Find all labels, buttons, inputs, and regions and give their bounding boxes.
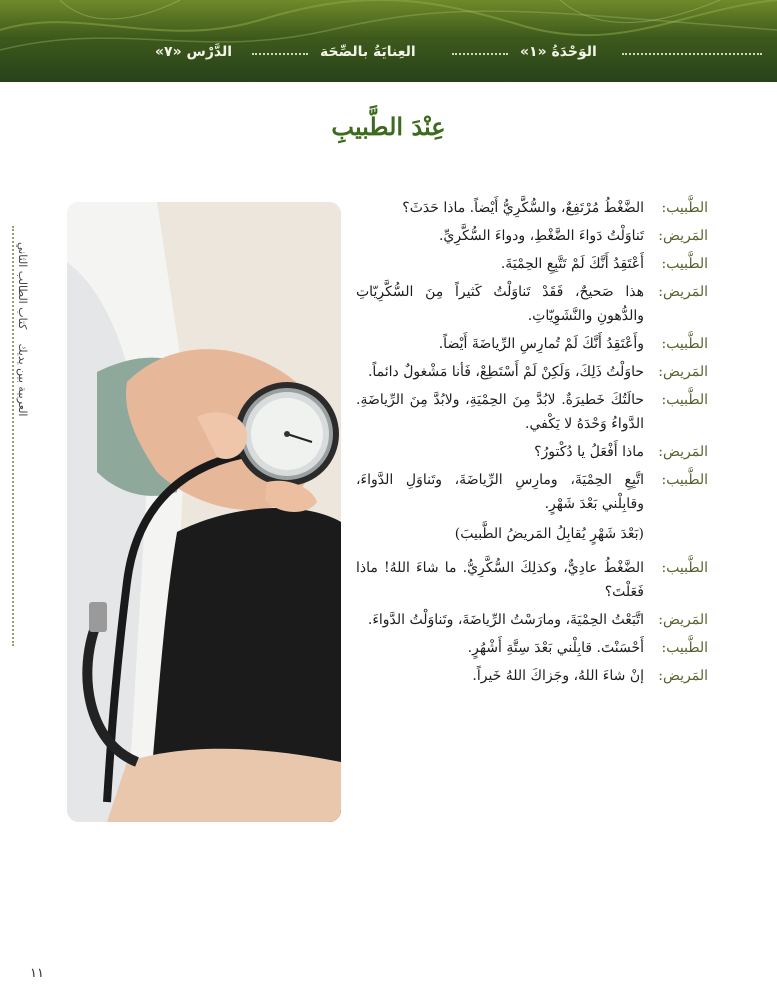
utterance-text: هذا صَحيحٌ، فَقَدْ تَناوَلْتُ كَثيراً مِنَ السُّكَّرِيّاتِ والدُّهونِ والنَّشَوِيّاتِ. [356, 284, 644, 324]
lesson-label: الدَّرْس «٧» [155, 44, 233, 60]
utterance-text: الضَّغْطُ عادِيٌّ، وكذلِكَ السُّكَّرِيُّ. ما شاءَ اللهُ! ماذا فَعَلْتَ؟ [356, 560, 644, 600]
speaker-label: الطَّبيب: [661, 392, 708, 408]
unit-label: الوَحْدَةُ «١» [520, 44, 597, 60]
speaker-label: المَريض: [658, 364, 708, 380]
speaker-label: المَريض: [658, 284, 708, 300]
dialogue-second-visit [356, 556, 708, 688]
book-name: العربية بين يديك [16, 343, 29, 417]
speaker-label: المَريض: [658, 444, 708, 460]
dialogue-line [356, 556, 708, 604]
page-number: ١١ [30, 966, 44, 981]
speaker-label: المَريض: [658, 668, 708, 684]
dialogue-line [356, 636, 708, 660]
book-volume: كتاب الطالب الثاني [16, 242, 29, 330]
dialogue-line [356, 280, 708, 328]
speaker-label: الطَّبيب: [661, 560, 708, 576]
dialogue-line [356, 224, 708, 248]
speaker-label: الطَّبيب: [661, 472, 708, 488]
dialogue-line [356, 196, 708, 220]
utterance-text: أَعْتَقِدُ أَنَّكَ لَمْ تَتَّبِعِ الحِمْيَةَ. [500, 256, 644, 272]
side-divider [12, 226, 14, 646]
dialogue-line [356, 664, 708, 688]
utterance-text: حالَتُكَ خَطيرَةٌ. لابُدَّ مِنَ الحِمْيَةِ، ولابُدَّ مِنَ الرِّياضَةِ. الدَّواءُ وَحْدَهُ لا يَكْفي. [356, 392, 644, 432]
utterance-text: وأَعْتَقِدُ أَنَّكَ لَمْ تُمارِسِ الرِّياضَةَ أَيْضاً. [438, 336, 644, 352]
utterance-text: إنْ شاءَ اللهُ، وجَزاكَ اللهُ خَيراً. [472, 668, 644, 684]
speaker-label: الطَّبيب: [661, 256, 708, 272]
narration: (بَعْدَ شَهْرٍ يُقابِلُ المَريضُ الطَّبيبَ) [454, 526, 644, 542]
dialogue-line [356, 252, 708, 276]
utterance-text: حاوَلْتُ ذَلِكَ، وَلَكِنْ لَمْ أَسْتَطِعْ، فَأنا مَشْغولٌ دائماً. [367, 364, 644, 380]
header-divider [452, 53, 508, 55]
decorative-swirl-icon [0, 0, 777, 82]
topic-label: العِنايَةُ بالصِّحَة [320, 44, 416, 60]
utterance-text: الضَّغْطُ مُرْتَفِعٌ، والسُّكَّرِيُّ أَيْضاً. ماذا حَدَثَ؟ [402, 200, 644, 216]
blood-pressure-gauge-icon [67, 202, 341, 822]
book-title [16, 242, 29, 417]
blood-pressure-photo [67, 202, 341, 822]
header-divider [252, 53, 308, 55]
utterance-text: اتَّبَعْتُ الحِمْيَةَ، ومارَسْتُ الرِّياضَةَ، وتَناوَلْتُ الدَّواءَ. [367, 612, 644, 628]
dialogue-line [356, 360, 708, 384]
header-divider [622, 53, 762, 55]
utterance-text: ماذا أَفْعَلُ يا دُكْتورُ؟ [534, 444, 644, 460]
dialogue-line [356, 440, 708, 464]
utterance-text: اتَّبِعِ الحِمْيَةَ، ومارِسِ الرِّياضَةَ، وتَناوَلِ الدَّواءَ، وقابِلْني بَعْدَ شَهْرٍ. [356, 472, 644, 512]
speaker-label: الطَّبيب: [661, 200, 708, 216]
dialogue-line [356, 332, 708, 356]
speaker-label: المَريض: [658, 228, 708, 244]
page-title: عِنْدَ الطَّبيبِ [331, 112, 446, 141]
utterance-text: تَناوَلْتُ دَواءَ الضَّغْطِ، ودواءَ السُّكَّرِيِّ. [438, 228, 644, 244]
speaker-label: الطَّبيب: [661, 640, 708, 656]
dialogue-line [356, 388, 708, 436]
side-label [10, 222, 38, 642]
dialogue-line [356, 468, 708, 516]
dialogue-line [356, 608, 708, 632]
header-banner [0, 0, 777, 82]
speaker-label: الطَّبيب: [661, 336, 708, 352]
utterance-text: أَحْسَنْتَ. قابِلْني بَعْدَ سِتَّةِ أَشْهُرٍ. [467, 640, 644, 656]
dialogue [356, 196, 708, 692]
dialogue-first-visit [356, 196, 708, 516]
speaker-label: المَريض: [658, 612, 708, 628]
